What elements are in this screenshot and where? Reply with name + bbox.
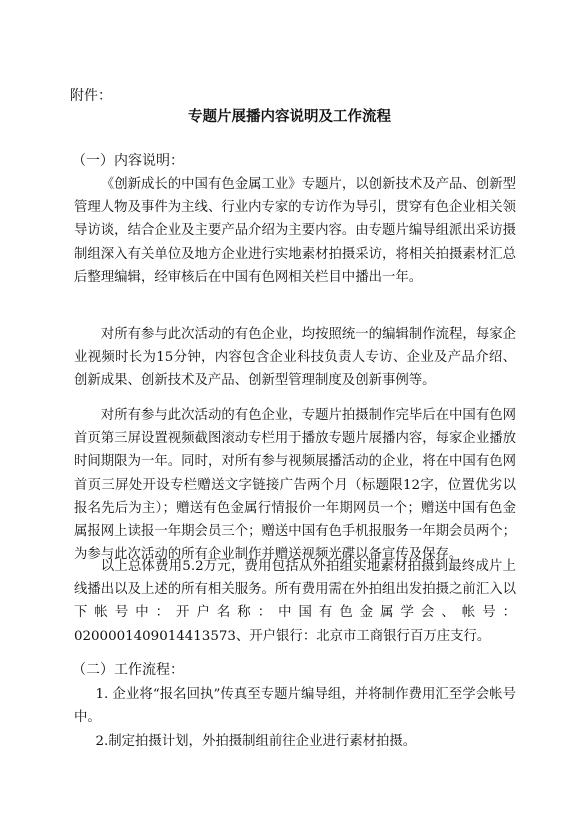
section1-paragraph-1: 《创新成长的中国有色金属工业》专题片，以创新技术及产品、创新型管理人物及事件为主线、行业内专家的专访作为导引，贯穿有色企业相关领导访谈，结合企业及主要产品介绍为主要内容。由专题片编导组派出采访摄制组深入有关单位及地方企业进行实地素材拍摄采访，将相关拍摄素材汇总后整理编辑，经审核后在中国有色网相关栏目中播出一年。 — [74, 177, 516, 285]
document-title: 专题片展播内容说明及工作流程 — [188, 108, 391, 125]
section1-paragraph-2: 对所有参与此次活动的有色企业，均按照统一的编辑制作流程，每家企业视频时长为15分钟，内容包含企业科技负责人专访、企业及产品介绍、创新成果、创新技术及产品、创新型管理制度及创新事例等。 — [74, 327, 516, 389]
section1-paragraph-4: 以上总体费用5.2万元，费用包括从外拍组实地素材拍摄到最终成片上线播出以及上述的所有相关服务。所有费用需在外拍组出发拍摄之前汇入以下帐号中：开户名称：中国有色金属学会、帐号：0200001409014413573、开户银行：北京市工商银行百万庄支行。 — [74, 559, 516, 644]
section2-step-2: 2.制定拍摄计划，外拍摄制组前往企业进行素材拍摄。 — [95, 734, 417, 749]
attachment-label: 附件： — [70, 88, 112, 104]
section2-heading: （二）工作流程： — [72, 662, 184, 678]
section1-heading: （一）内容说明： — [72, 153, 184, 169]
section2-step-1: 1. 企业将“报名回执”传真至专题片编导组，并将制作费用汇至学会帐号中。 — [74, 687, 516, 726]
section1-paragraph-3: 对所有参与此次活动的有色企业，专题片拍摄制作完毕后在中国有色网首页第三屏设置视频截图滚动专栏用于播放专题片展播内容，每家企业播放时间期限为一年。同时，对所有参与视频展播活动的企业，将在中国有色网首页三屏处开设专栏赠送文字链接广告两个月（标题限12字，位置优劣以报名先后为主）；赠送有色金属行情报价一年期网员一个；赠送中国有色金属报网上读报一年期会员三个；赠送中国有色手机报服务一年期会员两个；为参与此次活动的所有企业制作并赠送视频光碟以备宣传及保存。 — [74, 408, 516, 563]
